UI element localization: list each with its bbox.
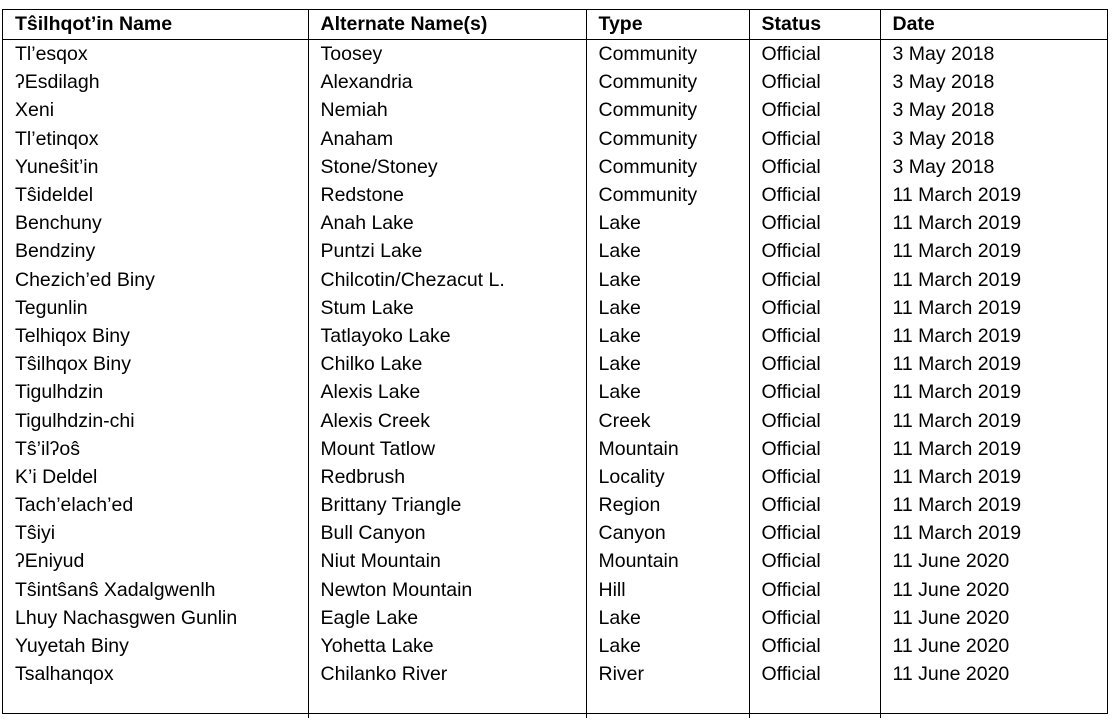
table-row [3, 266, 1107, 294]
cell-type: Lake [586, 322, 749, 350]
table-row [3, 463, 1107, 491]
cell-date: 3 May 2018 [880, 125, 1107, 153]
cell-date: 11 March 2019 [880, 181, 1107, 209]
cell-tsilhqotin-name: Tigulhdzin [15, 381, 104, 404]
cell-status: Official [749, 576, 880, 604]
table-row [3, 576, 1107, 604]
cell-alternate-name: Stone/Stoney [308, 153, 586, 181]
cell-status: Official [749, 68, 880, 96]
header-type: Type [586, 10, 749, 40]
empty-cell [586, 688, 749, 718]
cell-type: Lake [586, 237, 749, 265]
cell-date: 11 June 2020 [880, 547, 1107, 575]
table-row [3, 660, 1107, 688]
cell-alternate-name: Newton Mountain [308, 576, 586, 604]
cell-alternate-name: Chilanko River [308, 660, 586, 688]
place-names-table-container [2, 9, 1108, 714]
cell-alternate-name: Brittany Triangle [308, 491, 586, 519]
cell-alternate-name: Niut Mountain [308, 547, 586, 575]
cell-tsilhqotin-name: Tŝ’ilʔoŝ [15, 437, 81, 460]
cell-status: Official [749, 632, 880, 660]
cell-date: 11 March 2019 [880, 435, 1107, 463]
table-row [3, 406, 1107, 434]
table-row [3, 378, 1107, 406]
cell-tsilhqotin-name: Tŝilhqox Biny [15, 353, 131, 376]
cell-alternate-name: Mount Tatlow [308, 435, 586, 463]
cell-alternate-name: Anaham [308, 125, 586, 153]
cell-type: Lake [586, 350, 749, 378]
cell-status: Official [749, 435, 880, 463]
cell-alternate-name: Redstone [308, 181, 586, 209]
cell-tsilhqotin-name: Tŝiyi [15, 522, 56, 545]
cell-type: Creek [586, 406, 749, 434]
cell-alternate-name: Yohetta Lake [308, 632, 586, 660]
cell-status: Official [749, 463, 880, 491]
cell-tsilhqotin-name: Xeni [15, 99, 55, 122]
place-names-table [3, 10, 1107, 718]
cell-type: Hill [586, 576, 749, 604]
cell-type: Lake [586, 209, 749, 237]
header-date: Date [880, 10, 1107, 40]
cell-date: 11 March 2019 [880, 491, 1107, 519]
cell-date: 3 May 2018 [880, 40, 1107, 69]
table-body [3, 40, 1107, 719]
table-row [3, 68, 1107, 96]
cell-tsilhqotin-name: Tigulhdzin-chi [15, 409, 135, 432]
cell-tsilhqotin-name: Tl’etinqox [15, 127, 99, 150]
cell-status: Official [749, 322, 880, 350]
cell-alternate-name: Bull Canyon [308, 519, 586, 547]
cell-tsilhqotin-name: Tŝideldel [15, 184, 94, 207]
cell-tsilhqotin-name: ʔEsdilagh [15, 71, 100, 94]
cell-alternate-name: Chilcotin/Chezacut L. [308, 266, 586, 294]
table-row [3, 632, 1107, 660]
cell-alternate-name: Chilko Lake [308, 350, 586, 378]
header-tsilhqotin-name: Tŝilhqot’in Name [3, 10, 308, 40]
cell-tsilhqotin-name: Benchuny [15, 212, 102, 235]
cell-tsilhqotin-name: Tŝintŝanŝ Xadalgwenlh [15, 578, 216, 601]
cell-type: Community [586, 125, 749, 153]
cell-status: Official [749, 96, 880, 124]
cell-alternate-name: Redbrush [308, 463, 586, 491]
cell-date: 11 June 2020 [880, 576, 1107, 604]
table-row [3, 604, 1107, 632]
table-header-row [3, 10, 1107, 40]
cell-tsilhqotin-name: K’i Deldel [15, 465, 98, 488]
table-row [3, 209, 1107, 237]
cell-tsilhqotin-name: Yuneŝit’in [15, 155, 99, 178]
cell-type: Community [586, 40, 749, 69]
cell-date: 11 March 2019 [880, 406, 1107, 434]
cell-alternate-name: Anah Lake [308, 209, 586, 237]
cell-status: Official [749, 181, 880, 209]
cell-tsilhqotin-name: Yuyetah Biny [15, 635, 129, 658]
header-status: Status [749, 10, 880, 40]
cell-status: Official [749, 209, 880, 237]
cell-tsilhqotin-name: Bendziny [15, 240, 96, 263]
table-row [3, 491, 1107, 519]
cell-type: Community [586, 68, 749, 96]
header-alternate-names: Alternate Name(s) [308, 10, 586, 40]
cell-status: Official [749, 378, 880, 406]
cell-alternate-name: Alexandria [308, 68, 586, 96]
table-row [3, 350, 1107, 378]
cell-status: Official [749, 294, 880, 322]
cell-status: Official [749, 40, 880, 69]
cell-date: 11 March 2019 [880, 209, 1107, 237]
cell-alternate-name: Alexis Lake [308, 378, 586, 406]
table-row [3, 547, 1107, 575]
cell-date: 11 March 2019 [880, 463, 1107, 491]
cell-status: Official [749, 153, 880, 181]
cell-type: Mountain [586, 547, 749, 575]
table-row [3, 181, 1107, 209]
table-row [3, 519, 1107, 547]
table-row [3, 40, 1107, 69]
cell-date: 11 March 2019 [880, 322, 1107, 350]
cell-status: Official [749, 660, 880, 688]
cell-type: Lake [586, 294, 749, 322]
cell-tsilhqotin-name: Tach’elach’ed [15, 494, 134, 517]
empty-cell [308, 688, 586, 718]
cell-type: Community [586, 181, 749, 209]
table-row [3, 435, 1107, 463]
table-row-empty [3, 688, 1107, 718]
cell-type: Canyon [586, 519, 749, 547]
cell-type: Locality [586, 463, 749, 491]
cell-date: 11 March 2019 [880, 378, 1107, 406]
cell-date: 3 May 2018 [880, 153, 1107, 181]
table-row [3, 322, 1107, 350]
cell-status: Official [749, 406, 880, 434]
cell-type: Lake [586, 266, 749, 294]
cell-date: 11 March 2019 [880, 519, 1107, 547]
cell-date: 11 March 2019 [880, 237, 1107, 265]
table-row [3, 294, 1107, 322]
cell-status: Official [749, 125, 880, 153]
cell-date: 3 May 2018 [880, 96, 1107, 124]
cell-status: Official [749, 350, 880, 378]
cell-tsilhqotin-name: ʔEniyud [15, 550, 85, 573]
table-row [3, 237, 1107, 265]
cell-alternate-name: Nemiah [308, 96, 586, 124]
cell-status: Official [749, 266, 880, 294]
empty-cell [3, 688, 308, 718]
cell-tsilhqotin-name: Tsalhanqox [15, 663, 114, 686]
cell-type: Community [586, 96, 749, 124]
table-row [3, 96, 1107, 124]
cell-alternate-name: Toosey [308, 40, 586, 69]
cell-status: Official [749, 491, 880, 519]
cell-tsilhqotin-name: Lhuy Nachasgwen Gunlin [15, 606, 238, 629]
cell-date: 11 June 2020 [880, 604, 1107, 632]
cell-type: Mountain [586, 435, 749, 463]
cell-date: 11 June 2020 [880, 632, 1107, 660]
cell-type: Lake [586, 378, 749, 406]
table-row [3, 153, 1107, 181]
cell-alternate-name: Alexis Creek [308, 406, 586, 434]
cell-alternate-name: Puntzi Lake [308, 237, 586, 265]
cell-status: Official [749, 547, 880, 575]
cell-alternate-name: Stum Lake [308, 294, 586, 322]
empty-cell [880, 688, 1107, 718]
cell-tsilhqotin-name: Telhiqox Biny [15, 324, 130, 347]
empty-cell [749, 688, 880, 718]
cell-date: 11 March 2019 [880, 294, 1107, 322]
cell-date: 11 March 2019 [880, 266, 1107, 294]
cell-date: 11 March 2019 [880, 350, 1107, 378]
cell-type: Lake [586, 632, 749, 660]
cell-status: Official [749, 519, 880, 547]
table-row [3, 125, 1107, 153]
cell-tsilhqotin-name: Tl’esqox [15, 43, 88, 66]
cell-alternate-name: Eagle Lake [308, 604, 586, 632]
cell-status: Official [749, 237, 880, 265]
cell-tsilhqotin-name: Chezich’ed Biny [15, 268, 155, 291]
cell-date: 3 May 2018 [880, 68, 1107, 96]
cell-type: Community [586, 153, 749, 181]
cell-type: Region [586, 491, 749, 519]
cell-alternate-name: Tatlayoko Lake [308, 322, 586, 350]
cell-type: Lake [586, 604, 749, 632]
cell-date: 11 June 2020 [880, 660, 1107, 688]
cell-status: Official [749, 604, 880, 632]
cell-tsilhqotin-name: Tegunlin [15, 296, 88, 319]
cell-type: River [586, 660, 749, 688]
